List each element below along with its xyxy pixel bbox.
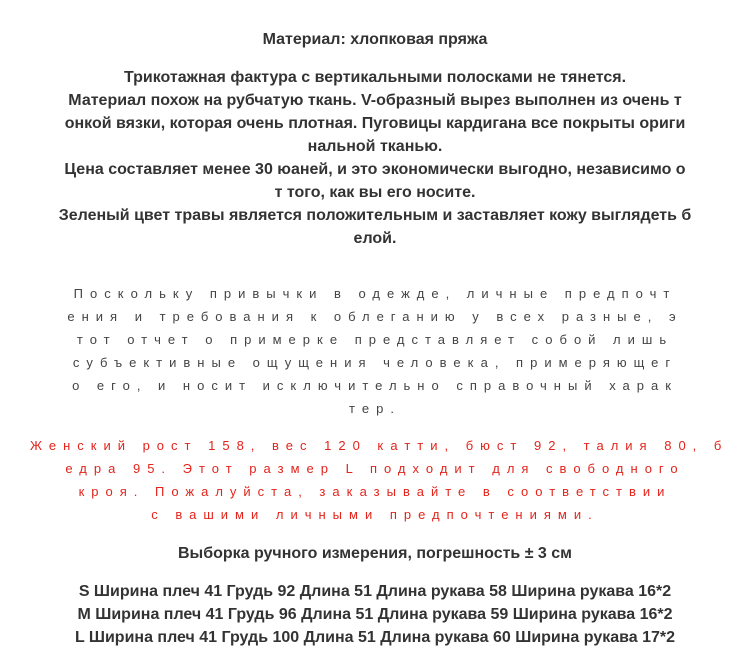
disclaimer-line: тер. — [349, 401, 401, 416]
description-line: елой. — [353, 230, 397, 247]
description-line: нальной тканью. — [307, 138, 443, 155]
size-row-s: S Ширина плеч 41 Грудь 92 Длина 51 Длина рукава 58 Ширина рукава 16*2 — [78, 583, 672, 600]
description-line: Материал похож на рубчатую ткань. V-образный вырез выполнен из очень т — [68, 92, 682, 109]
disclaimer-line: о его, и носит исключительно справочный харак — [72, 378, 678, 393]
model-info — [30, 434, 729, 526]
size-row-m: M Ширина плеч 41 Грудь 96 Длина 51 Длина рукава 59 Ширина рукава 16*2 — [77, 606, 673, 623]
model-info-line: Женский рост 158, вес 120 катти, бюст 92, талия 80, б — [30, 438, 729, 453]
model-info-line: кроя. Пожалуйста, заказывайте в соответствии — [78, 484, 672, 499]
description-line: Цена составляет менее 30 юаней, и это экономически выгодно, независимо о — [64, 161, 686, 178]
description-line: т того, как вы его носите. — [274, 184, 476, 201]
description-line: онкой вязки, которая очень плотная. Пуговицы кардигана все покрыты ориги — [64, 115, 686, 132]
fit-disclaimer — [30, 282, 720, 420]
description-line: Зеленый цвет травы является положительным и заставляет кожу выглядеть б — [58, 207, 692, 224]
size-row-l: L Ширина плеч 41 Грудь 100 Длина 51 Длина рукава 60 Ширина рукава 17*2 — [74, 629, 676, 646]
material-heading: Материал: хлопковая пряжа — [262, 31, 488, 48]
model-info-line: едра 95. Этот размер L подходит для свободного — [65, 461, 685, 476]
model-info-line: с вашими личными предпочтениями. — [151, 507, 599, 522]
description-block — [30, 66, 720, 250]
disclaimer-line: ения и требования к облеганию у всех разные, э — [67, 309, 683, 324]
description-line: Трикотажная фактура с вертикальными полосками не тянется. — [123, 69, 627, 86]
disclaimer-line: тот отчет о примерке представляет собой лишь — [76, 332, 674, 347]
size-table — [0, 580, 750, 649]
measurement-heading: Выборка ручного измерения, погрешность ± 3 см — [177, 545, 573, 562]
disclaimer-line: субъективные ощущения человека, примеряющег — [72, 355, 678, 370]
disclaimer-line: Поскольку привычки в одежде, личные предпочт — [73, 286, 677, 301]
